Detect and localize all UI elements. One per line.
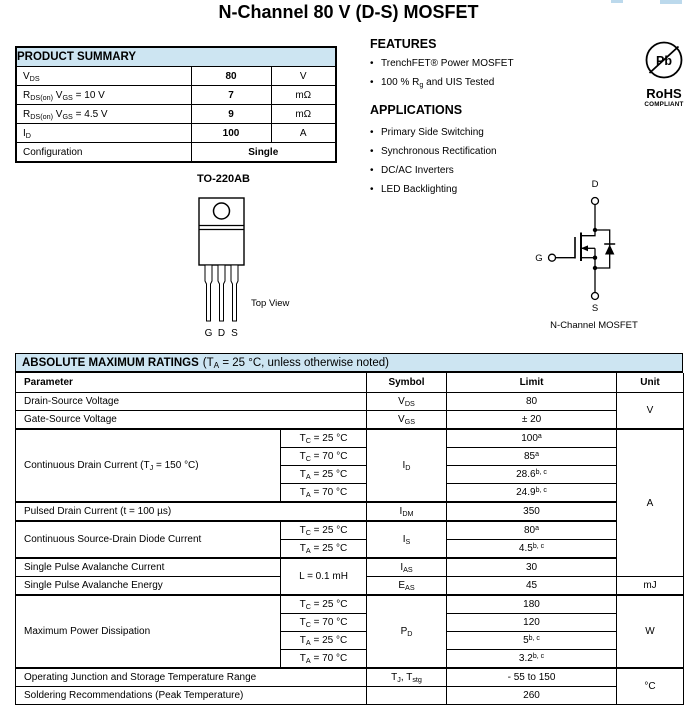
bullet-icon: • bbox=[370, 165, 374, 176]
value-cell: 80 bbox=[191, 67, 271, 86]
symbol-cell: $I_D$ bbox=[367, 429, 447, 502]
rohs-badge bbox=[640, 40, 688, 108]
table-row bbox=[16, 502, 684, 521]
unit-cell: W bbox=[617, 595, 684, 668]
top-view-label: Top View bbox=[251, 298, 290, 309]
condition-cell: $T_A = 25$ °C bbox=[281, 466, 367, 484]
condition-cell: $T_C = 25$ °C bbox=[281, 521, 367, 540]
condition-cell: $T_C = 70$ °C bbox=[281, 448, 367, 466]
parameter-cell: Drain-Source Voltage bbox=[16, 393, 367, 411]
applications-title: APPLICATIONS bbox=[370, 103, 463, 117]
limit-cell: 24.9$^{b, c}$ bbox=[447, 484, 617, 503]
application-text: LED Backlighting bbox=[381, 184, 458, 195]
mounting-hole bbox=[214, 203, 230, 219]
svg-text:Pb: Pb bbox=[656, 54, 672, 68]
unit-cell: mJ bbox=[617, 577, 684, 596]
column-header: Symbol bbox=[367, 373, 447, 393]
bullet-icon: • bbox=[370, 58, 374, 69]
table-row bbox=[16, 411, 684, 430]
limit-cell: 260 bbox=[447, 687, 617, 705]
condition-cell: $T_A = 70$ °C bbox=[281, 484, 367, 503]
symbol-cell: $P_D$ bbox=[367, 595, 447, 668]
param-cell: Configuration bbox=[16, 143, 191, 163]
table-row bbox=[16, 521, 684, 540]
mosfet-symbol bbox=[515, 170, 695, 332]
symbol-cell: $E_{AS}$ bbox=[367, 577, 447, 596]
pb-free-icon bbox=[640, 40, 688, 80]
value-cell: 7 bbox=[191, 86, 271, 105]
bullet-icon: • bbox=[370, 77, 374, 88]
condition-cell: $T_A = 25$ °C bbox=[281, 540, 367, 559]
limit-cell: 45 bbox=[447, 577, 617, 596]
lead-gate bbox=[205, 265, 212, 321]
symbol-cell: $V_{DS}$ bbox=[367, 393, 447, 411]
gate-label: G bbox=[535, 253, 543, 264]
parameter-cell: Soldering Recommendations (Peak Temperature) bbox=[16, 687, 367, 705]
features-title: FEATURES bbox=[370, 37, 437, 51]
package-diagram bbox=[140, 165, 360, 345]
condition-cell: $T_C = 25$ °C bbox=[281, 429, 367, 448]
pin-label-d: D bbox=[217, 328, 226, 339]
unit-cell: A bbox=[271, 124, 336, 143]
column-header: Unit bbox=[617, 373, 684, 393]
table-row bbox=[16, 124, 336, 143]
limit-cell: 5$^{b, c}$ bbox=[447, 632, 617, 650]
unit-cell: V bbox=[617, 393, 684, 430]
table-row bbox=[16, 558, 684, 577]
limit-cell: 28.6$^{b, c}$ bbox=[447, 466, 617, 484]
limit-cell: ± 20 bbox=[447, 411, 617, 430]
symbol-cell: $T_J$, $T_{stg}$ bbox=[367, 668, 447, 687]
parameter-cell: Operating Junction and Storage Temperature Range bbox=[16, 668, 367, 687]
parameter-cell: Maximum Power Dissipation bbox=[16, 595, 281, 668]
amr-header-row bbox=[16, 373, 684, 393]
table-row bbox=[16, 668, 684, 687]
unit-cell: mΩ bbox=[271, 105, 336, 124]
bullet-icon: • bbox=[370, 146, 374, 157]
table-row bbox=[16, 86, 336, 105]
page-title: N-Channel 80 V (D-S) MOSFET bbox=[218, 2, 479, 22]
table-row bbox=[16, 105, 336, 124]
product-summary-table bbox=[15, 46, 337, 163]
bullet-icon: • bbox=[370, 127, 374, 138]
condition-cell: $T_A = 70$ °C bbox=[281, 650, 367, 669]
application-text: DC/AC Inverters bbox=[381, 165, 454, 176]
condition-cell: $T_C = 25$ °C bbox=[281, 595, 367, 614]
amr-title-bar bbox=[15, 353, 683, 373]
list-item bbox=[370, 76, 620, 89]
symbol-cell: $I_{AS}$ bbox=[367, 558, 447, 577]
limit-cell: 85$^a$ bbox=[447, 448, 617, 466]
drain-terminal bbox=[592, 198, 599, 205]
param-cell: $R_{DS(on)}$ $V_{GS} = 4.5$ V bbox=[16, 105, 191, 124]
limit-cell: 80$^a$ bbox=[447, 521, 617, 540]
application-text: Synchronous Rectification bbox=[381, 146, 497, 157]
product-summary-title: PRODUCT SUMMARY bbox=[16, 47, 336, 67]
rohs-label: RoHS bbox=[646, 86, 682, 101]
product-summary-header-row bbox=[16, 47, 336, 67]
source-terminal bbox=[592, 293, 599, 300]
param-cell: $V_{DS}$ bbox=[16, 67, 191, 86]
table-row bbox=[16, 595, 684, 614]
limit-cell: 80 bbox=[447, 393, 617, 411]
drain-label: D bbox=[591, 179, 599, 190]
parameter-cell: Continuous Source-Drain Diode Current bbox=[16, 521, 281, 558]
value-cell: 100 bbox=[191, 124, 271, 143]
amr-section bbox=[15, 353, 683, 705]
list-item bbox=[370, 57, 620, 70]
condition-cell: $T_A = 25$ °C bbox=[281, 632, 367, 650]
body-diode bbox=[605, 245, 614, 255]
rohs-compliant-label: COMPLIANT bbox=[644, 101, 684, 108]
limit-cell: - 55 to 150 bbox=[447, 668, 617, 687]
table-row bbox=[16, 143, 336, 163]
parameter-cell: Continuous Drain Current ($T_J = 150$ °C) bbox=[16, 429, 281, 502]
condition-cell: $T_C = 70$ °C bbox=[281, 614, 367, 632]
value-cell: 9 bbox=[191, 105, 271, 124]
parameter-cell: Gate-Source Voltage bbox=[16, 411, 367, 430]
value-cell: Single bbox=[191, 143, 336, 163]
table-row bbox=[16, 429, 684, 448]
param-cell: $I_D$ bbox=[16, 124, 191, 143]
condition-cell: L = 0.1 mH bbox=[281, 558, 367, 595]
limit-cell: 100$^a$ bbox=[447, 429, 617, 448]
list-item bbox=[370, 145, 620, 158]
amr-table bbox=[15, 373, 684, 705]
feature-text: 100 % $R_g$ and UIS Tested bbox=[381, 77, 495, 89]
parameter-cell: Single Pulse Avalanche Energy bbox=[16, 577, 281, 596]
unit-cell: mΩ bbox=[271, 86, 336, 105]
features-section bbox=[370, 37, 620, 95]
symbol-caption: N-Channel MOSFET bbox=[550, 320, 638, 331]
amr-title: ABSOLUTE MAXIMUM RATINGS bbox=[22, 356, 199, 369]
bullet-icon: • bbox=[370, 184, 374, 195]
symbol-cell: $I_{DM}$ bbox=[367, 502, 447, 521]
feature-text: TrenchFET® Power MOSFET bbox=[381, 58, 514, 69]
list-item bbox=[370, 126, 620, 139]
unit-cell: A bbox=[617, 429, 684, 577]
unit-cell: V bbox=[271, 67, 336, 86]
unit-cell: °C bbox=[617, 668, 684, 705]
limit-cell: 30 bbox=[447, 558, 617, 577]
pin-label-s: S bbox=[231, 328, 238, 339]
limit-cell: 120 bbox=[447, 614, 617, 632]
body-arrow bbox=[581, 245, 588, 251]
limit-cell: 180 bbox=[447, 595, 617, 614]
table-row bbox=[16, 393, 684, 411]
column-header: Limit bbox=[447, 373, 617, 393]
symbol-cell: $I_S$ bbox=[367, 521, 447, 558]
column-header: Parameter bbox=[16, 373, 367, 393]
lead-drain bbox=[218, 265, 225, 321]
symbol-cell: $V_{GS}$ bbox=[367, 411, 447, 430]
table-row bbox=[16, 687, 684, 705]
symbol-cell bbox=[367, 687, 447, 705]
gate-terminal bbox=[549, 254, 556, 261]
limit-cell: 3.2$^{b, c}$ bbox=[447, 650, 617, 669]
features-list bbox=[370, 57, 620, 89]
table-row bbox=[16, 67, 336, 86]
param-cell: $R_{DS(on)}$ $V_{GS} = 10$ V bbox=[16, 86, 191, 105]
application-text: Primary Side Switching bbox=[381, 127, 484, 138]
package-label: TO-220AB bbox=[197, 173, 250, 185]
limit-cell: 350 bbox=[447, 502, 617, 521]
lead-source bbox=[231, 265, 238, 321]
parameter-cell: Single Pulse Avalanche Current bbox=[16, 558, 281, 577]
amr-title-note: ($T_A = 25$ °C, unless otherwise noted) bbox=[202, 356, 389, 370]
parameter-cell: Pulsed Drain Current (t = 100 µs) bbox=[16, 502, 367, 521]
limit-cell: 4.5$^{b, c}$ bbox=[447, 540, 617, 559]
source-label: S bbox=[591, 303, 599, 314]
pin-label-g: G bbox=[204, 328, 213, 339]
